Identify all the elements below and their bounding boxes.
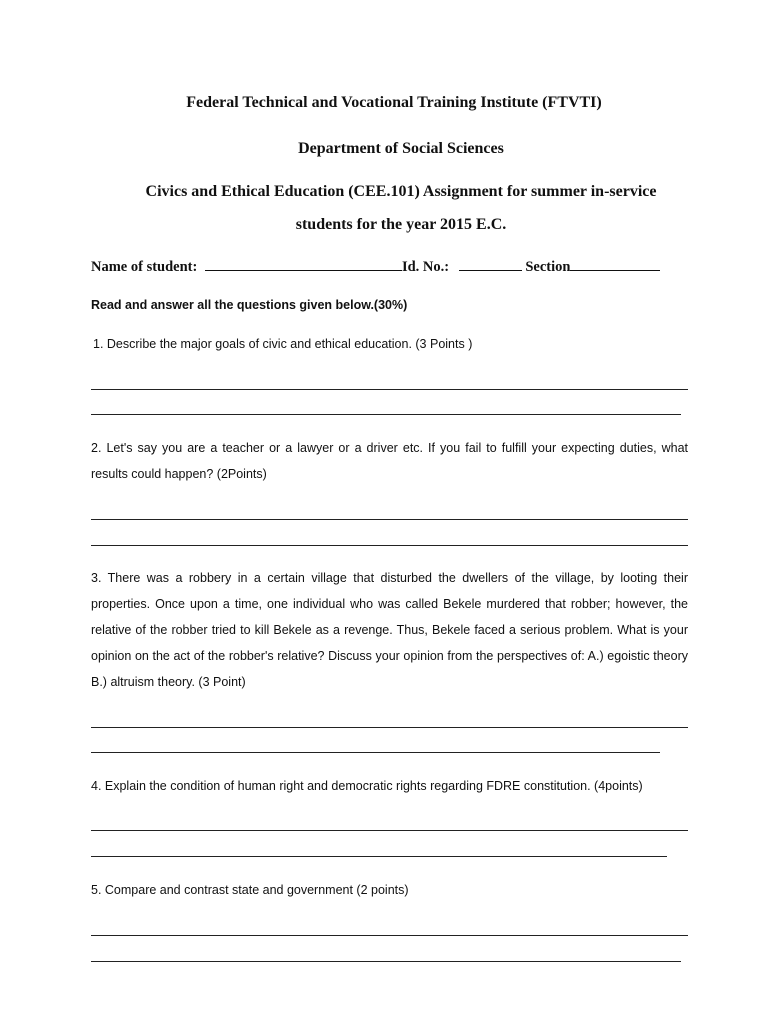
id-blank[interactable] xyxy=(459,257,522,271)
answer-line[interactable] xyxy=(91,856,667,857)
answer-line[interactable] xyxy=(91,935,688,936)
name-blank[interactable] xyxy=(205,257,402,271)
course-title-line1: Civics and Ethical Education (CEE.101) Assignment for summer in-service xyxy=(145,183,657,200)
answer-line[interactable] xyxy=(91,727,688,728)
section-blank[interactable] xyxy=(570,257,660,271)
answer-line[interactable] xyxy=(91,830,688,831)
answer-line[interactable] xyxy=(91,752,660,753)
question-4: 4. Explain the condition of human right and democratic rights regarding FDRE constitution. (4points) xyxy=(91,779,643,793)
id-label: Id. No.: xyxy=(401,259,450,275)
answer-line[interactable] xyxy=(91,545,688,546)
institute-title: Federal Technical and Vocational Training Institute (FTVTI) xyxy=(186,94,602,111)
question-1: 1. Describe the major goals of civic and ethical education. (3 Points ) xyxy=(93,337,473,351)
question-3: 3. There was a robbery in a certain village that disturbed the dwellers of the village, by looting their properties. Once upon a time, one individual who was called Bekele murdered that robber; however, the relative of the robber tried to kill Bekele as a revenge. Thus, Bekele faced a serious problem. What is your opinion on the act of the robber's relative? Discuss your opinion from the perspectives of: A.) egoistic theory B.) altruism theory. (3 Point) xyxy=(91,571,688,689)
answer-line[interactable] xyxy=(91,519,688,520)
department-title: Department of Social Sciences xyxy=(298,140,504,157)
answer-line[interactable] xyxy=(91,389,688,390)
name-label: Name of student: xyxy=(91,259,198,275)
question-2: 2. Let's say you are a teacher or a lawyer or a driver etc. If you fail to fulfill your expecting duties, what results could happen? (2Points) xyxy=(91,441,688,481)
question-5: 5. Compare and contrast state and government (2 points) xyxy=(91,883,409,897)
student-info-line xyxy=(91,257,660,276)
instructions: Read and answer all the questions given below.(30%) xyxy=(91,298,408,312)
answer-line[interactable] xyxy=(91,414,681,415)
section-label: Section xyxy=(525,259,571,275)
answer-line[interactable] xyxy=(91,961,681,962)
course-title-line2: students for the year 2015 E.C. xyxy=(295,216,507,233)
